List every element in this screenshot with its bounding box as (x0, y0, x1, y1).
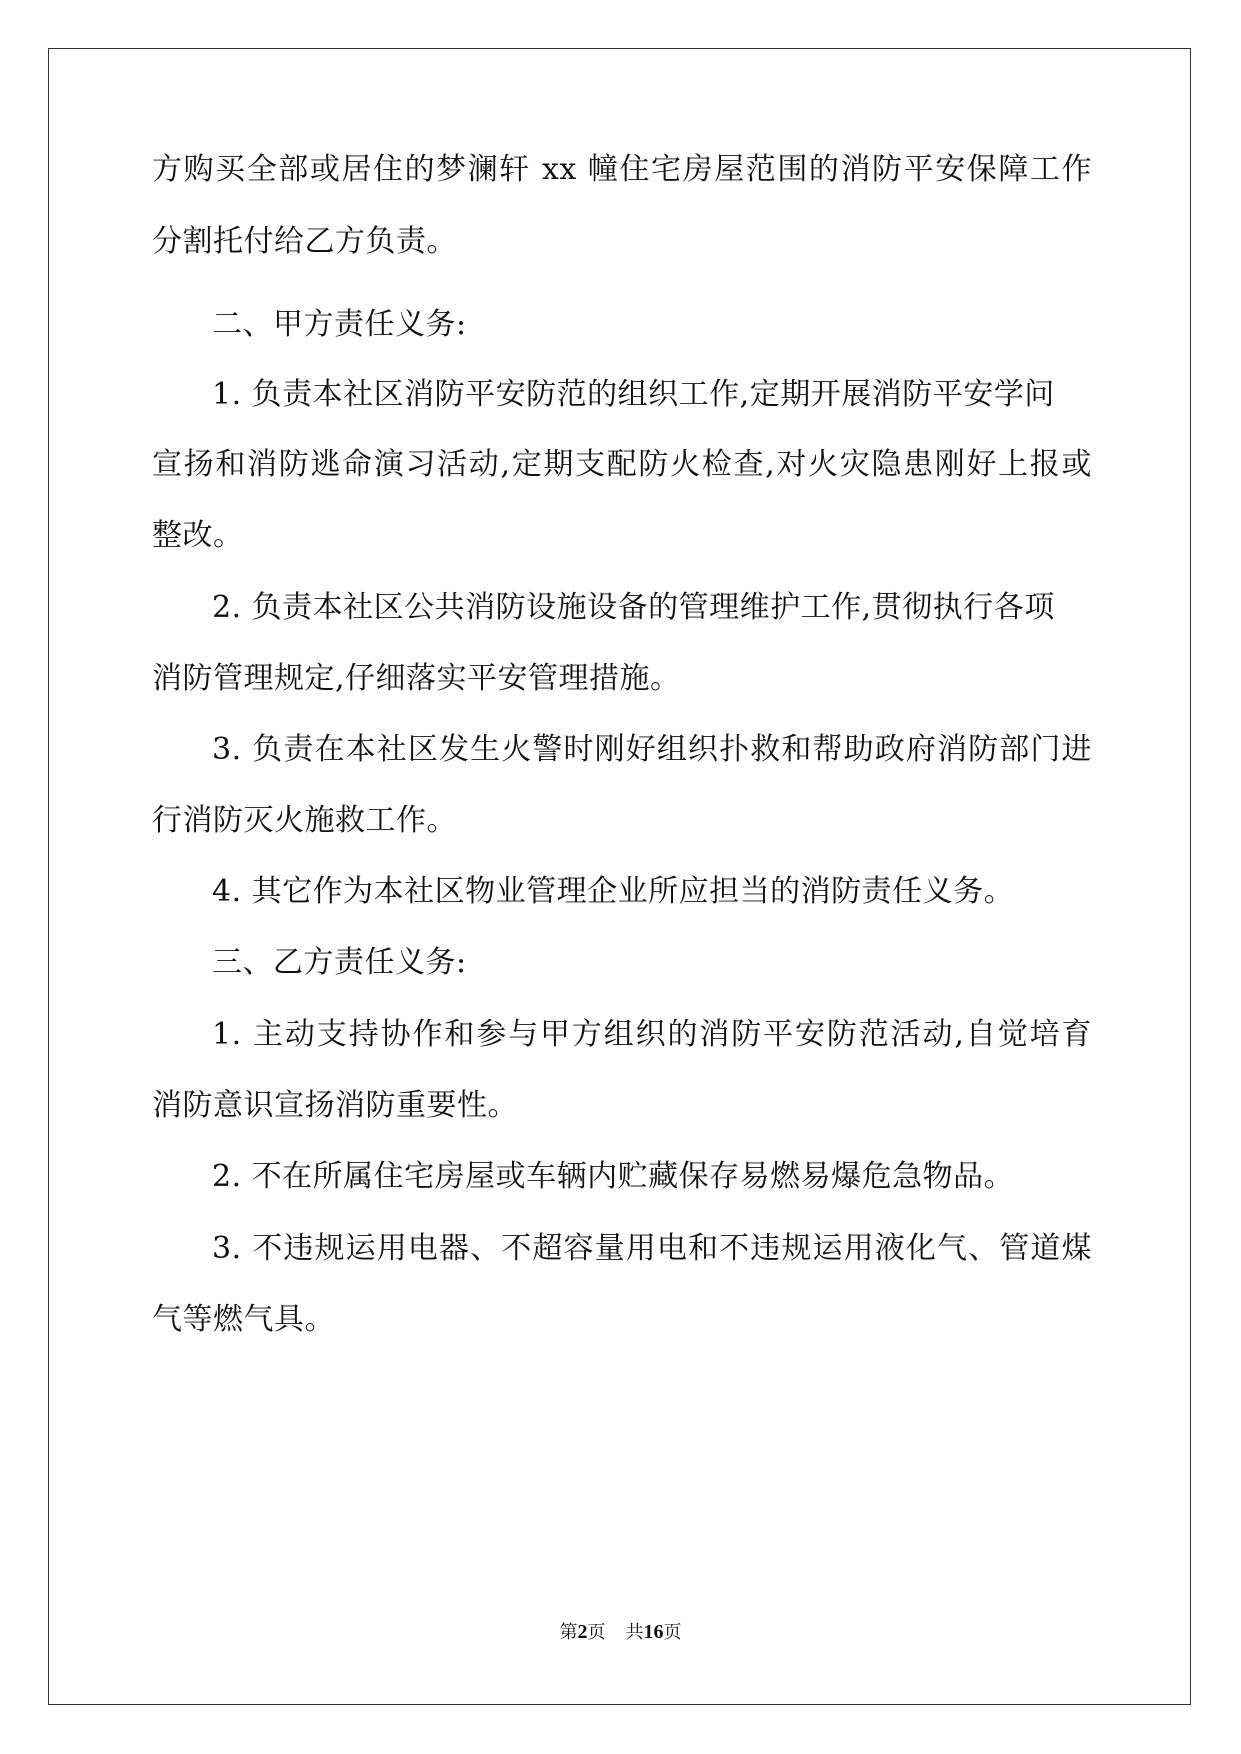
footer-page-suffix: 页 (587, 1622, 606, 1643)
section-heading-2: 二、甲方责任义务: (212, 307, 467, 342)
footer-total-prefix: 共 (625, 1622, 644, 1643)
text-line-4: 1. 负责本社区消防平安防范的组织工作,定期开展消防平安学问 (212, 377, 1055, 412)
text-line-9: 3. 负责在本社区发生火警时刚好组织扑救和帮助政府消防部门进 (212, 732, 1092, 767)
text-line-8: 消防管理规定,仔细落实平安管理措施。 (152, 661, 681, 696)
text-line-14: 消防意识宣扬消防重要性。 (152, 1088, 518, 1123)
footer-page-number: 2 (577, 1621, 588, 1643)
text-line-10: 行消防灭火施救工作。 (152, 803, 457, 838)
text-line-17: 气等燃气具。 (152, 1302, 335, 1337)
page-footer (0, 1620, 1241, 1645)
text-line-7: 2. 负责本社区公共消防设施设备的管理维护工作,贯彻执行各项 (212, 590, 1055, 625)
text-line-5: 宣扬和消防逃命演习活动,定期支配防火检查,对火灾隐患刚好上报或 (152, 447, 1092, 482)
footer-page-prefix: 第 (559, 1622, 578, 1643)
text-line-6: 整改。 (152, 518, 244, 553)
text-line-15: 2. 不在所属住宅房屋或车辆内贮藏保存易燃易爆危急物品。 (212, 1159, 1015, 1194)
text-line-16: 3. 不违规运用电器、不超容量用电和不违规运用液化气、管道煤 (212, 1231, 1092, 1266)
text-line-2: 分割托付给乙方负责。 (152, 224, 457, 259)
text-line-1: 方购买全部或居住的梦澜轩 xx 幢住宅房屋范围的消防平安保障工作 (152, 152, 1092, 187)
footer-total-suffix: 页 (663, 1622, 682, 1643)
text-line-13: 1. 主动支持协作和参与甲方组织的消防平安防范活动,自觉培育 (212, 1017, 1092, 1052)
text-line-11: 4. 其它作为本社区物业管理企业所应担当的消防责任义务。 (212, 874, 1015, 909)
footer-total-pages: 16 (643, 1621, 664, 1643)
section-heading-3: 三、乙方责任义务: (212, 945, 467, 980)
